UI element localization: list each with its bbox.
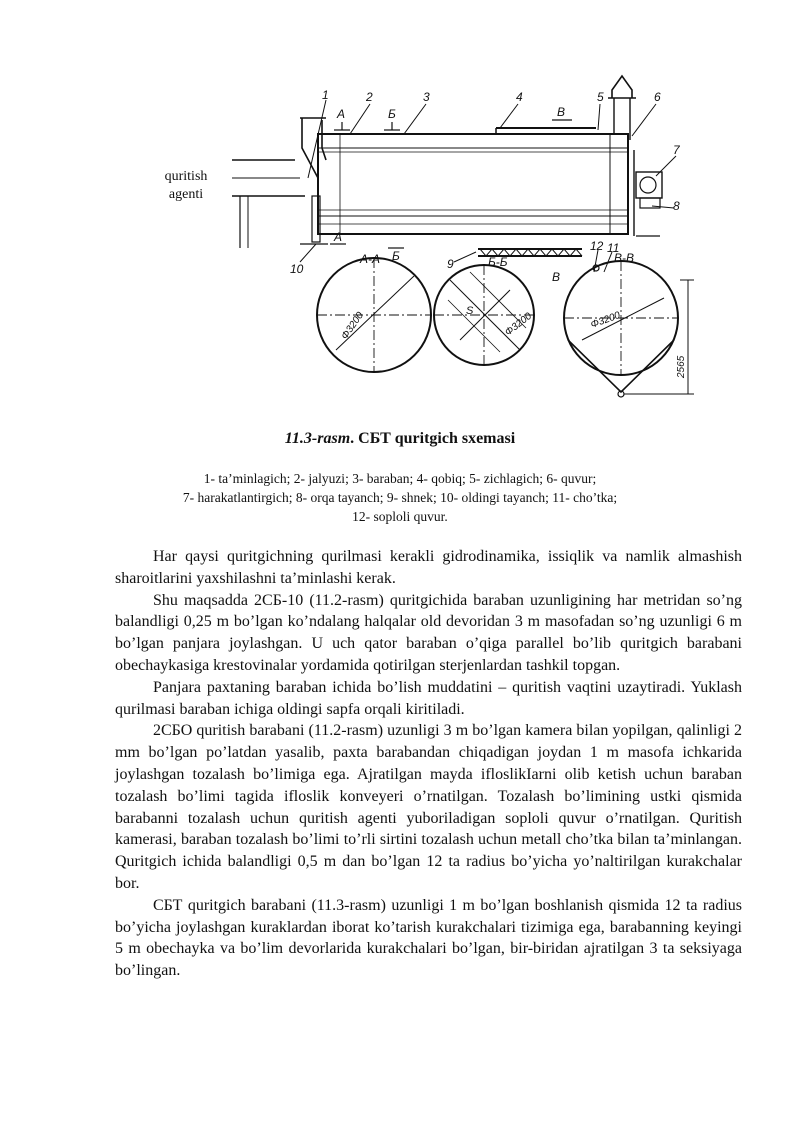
paragraph: Shu maqsadda 2СБ-10 (11.2-rasm) quritgichida baraban uzunligining har metridan so’ng balandligi 0,25 m bo’lgan ko’ndalang halqalar old devoridan 3 m masofadan so’ng uzunligi 6 m bo’lgan panjara joylashgan. U uch qator baraban o’qiga parallel bo’lib quritgich barabani obechaykasiga krestovinalar yordamida qotirilgan sterjenlardan tashkil topgan.	[115, 591, 742, 674]
dryer-schematic-figure	[0, 0, 800, 410]
callout-10: 10	[290, 262, 304, 276]
paragraph: СБТ quritgich barabani (11.3-rasm) uzunligi 1 m bo’lgan boshlanish qismida 12 ta radius bo’yicha joylashgan kuraklardan iborat ko’tarish kurakchalari tizimiga ega, barabanning keyingi 5 m obechayka va bo’lim devorlarida kurakchalari bo’lgan, bir-biridan ajratilgan 3 ta seksiyaga bo’lingan.	[115, 896, 742, 980]
section-mark-a-top: A	[337, 107, 346, 121]
legend-line: 7- harakatlantirgich; 8- orqa tayanch; 9- shnek; 10- oldingi tayanch; 11- cho’tka;	[182, 490, 618, 505]
dryer-drawing	[0, 0, 800, 410]
figure-legend	[130, 469, 670, 526]
section-mark-b-top: Б	[388, 107, 396, 121]
paragraph: Panjara paxtaning baraban ichida bo’lish muddatini – quritish vaqtini uzaytiradi. Yuklash qurilmasi baraban ichiga oldingi sapfa orqali kiritiladi.	[115, 678, 742, 718]
drying-agent-label: quritish agenti	[164, 169, 208, 202]
section-title-vv: В-В	[614, 251, 635, 265]
callout-6: 6	[654, 90, 661, 104]
figure-caption	[0, 430, 800, 448]
section-mark-a-bottom: A	[334, 230, 343, 244]
legend-line: 1- ta’minlagich; 2- jalyuzi; 3- baraban; 4- qobiq; 5- zichlagich; 6- quvur;	[203, 471, 597, 486]
section-mark-b-bottom: Б	[392, 249, 400, 263]
paragraph: Har qaysi quritgichning qurilmasi kerakli gidrodinamika, issiqlik va namlik almashish sharoitlarini yaxshilashni ta’minlashi kerak.	[115, 548, 742, 587]
callout-12: 12	[590, 239, 604, 253]
callout-3: 3	[423, 90, 430, 104]
diameter-label-bb: Φ3200	[503, 310, 534, 339]
diameter-label-vv: Φ3200	[589, 310, 622, 331]
paragraph: 2СБО quritish barabani (11.2-rasm) uzunligi 3 m bo’lgan kamera bilan yopilgan, qalinligi 2 mm bo’lgan po’latdan yasalib, paxta barabandan chiqadigan joydan 1 m masofa ichkarida joylashgan tozalash bo’limiga ega. Ajratilgan mayda ifloslikIarni olib ketish uchun baraban tozalash bo’limi tagida ifloslik konveyeri o’rnatilgan. Tozalash bo’limining ustki qismida barabanni tozalash uchun quritish agenti yuboriladigan soploli quvur o’rnatilgan. Quritish kamerasi, baraban tozalash bo’limi to’rli sirtini tozalash uchun metall cho’tka bilan ta’minlangan. Quritgich ichida balandligi 0,5 m dan bo’lgan 12 ta radius bo’yicha yo’naltirilgan kurakchalar bor.	[115, 722, 742, 892]
figure-title: . СБТ quritgich sxemasi	[350, 430, 516, 447]
callout-11: 11	[607, 241, 620, 255]
height-dimension-label: 2565	[676, 355, 687, 378]
section-title-aa: А-А	[360, 252, 381, 266]
callout-4: 4	[516, 90, 523, 104]
body-text	[115, 546, 742, 982]
callout-2: 2	[366, 90, 373, 104]
callout-7: 7	[673, 143, 680, 157]
figure-number: 11.3-rasm	[284, 430, 351, 447]
section-mark-v-bottom: В	[552, 270, 561, 284]
s-label: S	[466, 305, 474, 317]
callout-8: 8	[673, 199, 680, 213]
section-mark-v-top: В	[557, 105, 566, 119]
legend-line: 12- soploli quvur.	[352, 509, 448, 524]
callout-5: 5	[597, 90, 604, 104]
callout-9: 9	[447, 257, 454, 271]
callout-1: 1	[322, 88, 329, 102]
diameter-label-aa: Φ3200	[339, 310, 367, 342]
section-title-bb: Б-Б	[488, 255, 508, 269]
